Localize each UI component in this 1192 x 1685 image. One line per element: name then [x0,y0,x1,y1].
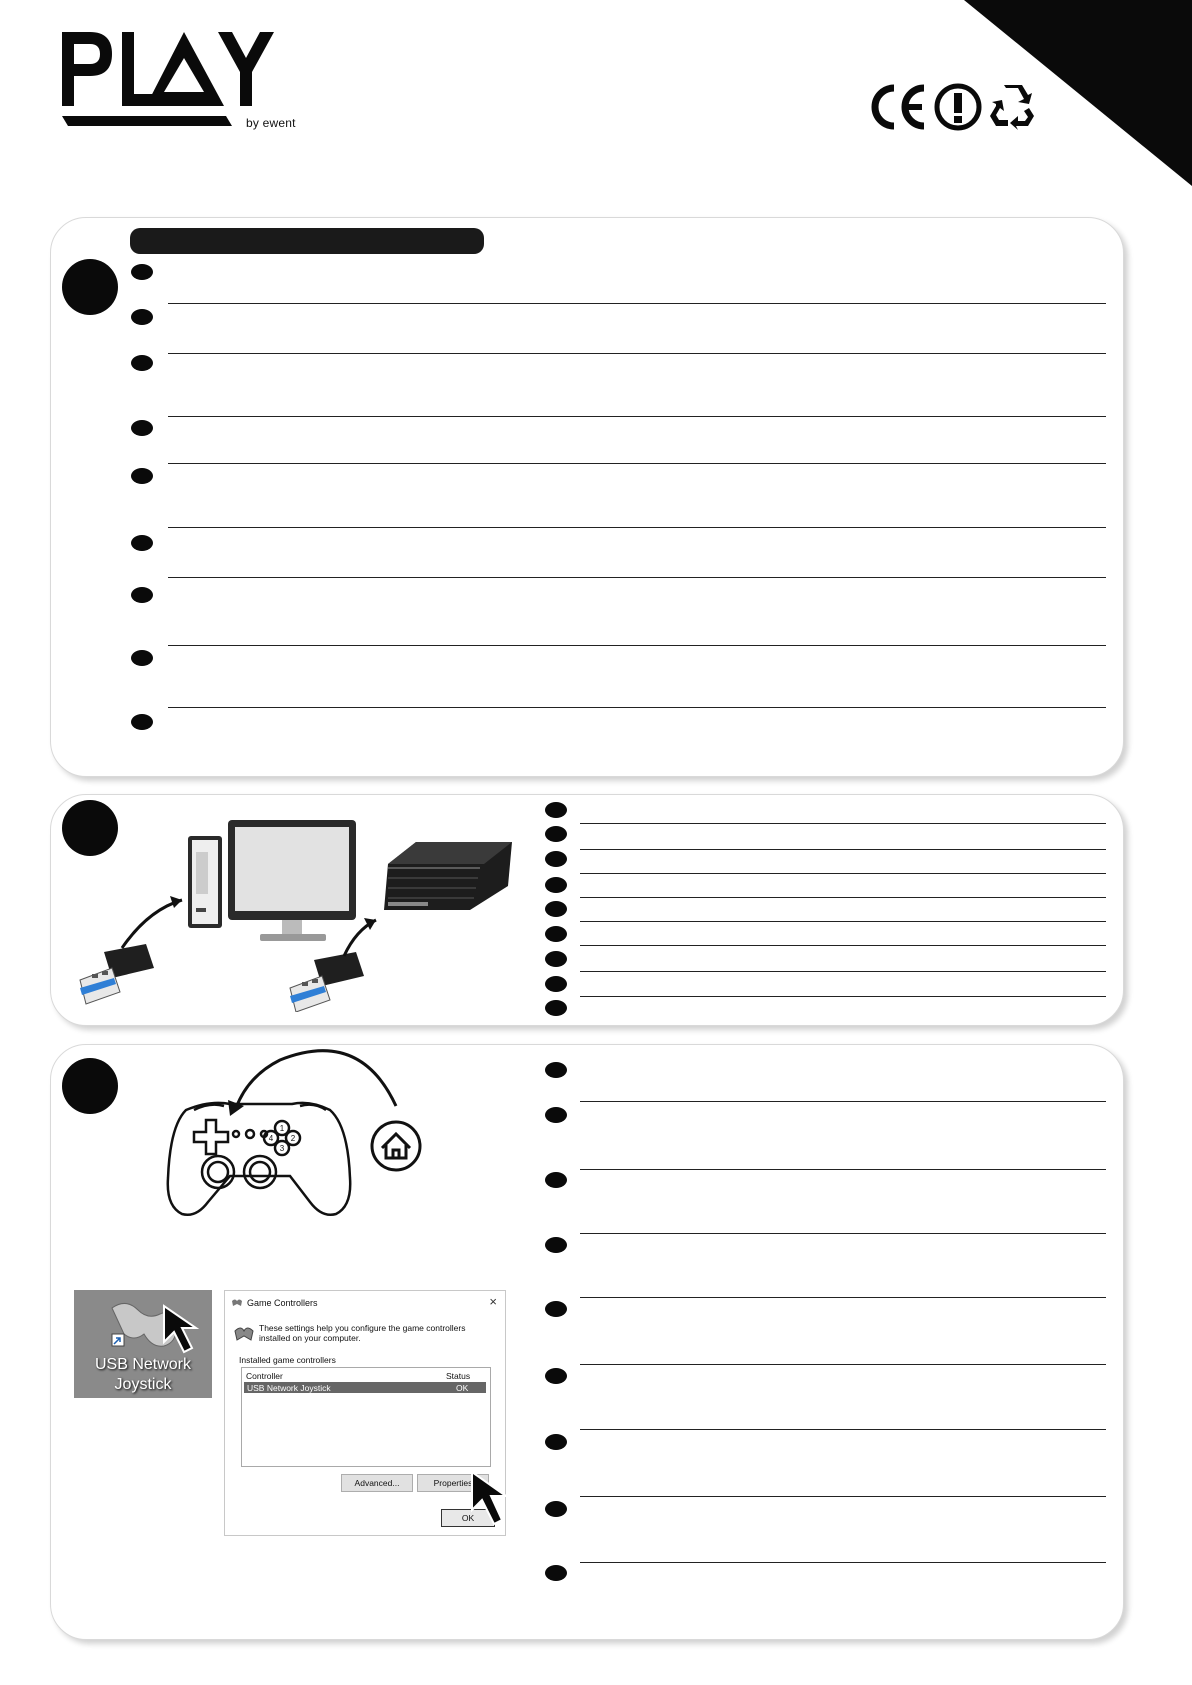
byline: by ewent [246,116,296,130]
section-3-item-bullet [545,1501,567,1517]
advanced-button[interactable]: Advanced... [341,1474,413,1492]
installed-controllers-label: Installed game controllers [239,1355,336,1365]
section-2-item-bullet [545,1000,567,1016]
section-1-title-bar [130,228,484,254]
section-3-item-bullet [545,1301,567,1317]
ok-button[interactable]: OK [441,1509,495,1527]
controllers-list[interactable] [241,1367,491,1467]
svg-text:3: 3 [279,1144,285,1153]
column-header-controller[interactable]: Controller [246,1371,283,1381]
game-console [384,842,512,910]
section-1-item-bullet [131,468,153,484]
section-2-separator [580,945,1106,946]
home-button-icon [372,1122,420,1170]
controller-status: OK [456,1383,469,1393]
mouse-cursor-icon [162,1304,204,1354]
controller-illustration [150,1046,450,1226]
game-controllers-dialog [224,1290,506,1536]
usb-network-joystick-desktop-icon[interactable] [74,1290,212,1398]
section-1-separator [168,645,1106,646]
section-3-separator [580,1496,1106,1497]
section-1-item-bullet [131,714,153,730]
desktop-icon-label-line-2: Joystick [114,1376,172,1393]
controller-row-selected[interactable] [244,1382,486,1393]
controller-name: USB Network Joystick [247,1383,331,1393]
usb-dongle-illustration [70,812,520,1012]
section-1-separator [168,416,1106,417]
usb-dongle-right [290,952,364,1012]
section-2-separator [580,897,1106,898]
usb-dongle-left [80,944,154,1004]
section-3-separator [580,1562,1106,1563]
section-3-item-bullet [545,1565,567,1581]
gamepad-dialog-icon [233,1325,255,1341]
section-2-item-bullet [545,802,567,818]
section-2-item-bullet [545,826,567,842]
section-1-item-bullet [131,587,153,603]
section-1-separator [168,463,1106,464]
section-3-item-bullet [545,1368,567,1384]
recycle-icon [988,82,1036,132]
column-header-status[interactable]: Status [446,1371,471,1381]
section-1-item-bullet [131,535,153,551]
svg-text:4: 4 [268,1134,274,1143]
section-2-item-bullet [545,877,567,893]
section-1-item-bullet [131,264,153,280]
gamepad [168,1103,350,1215]
section-2-item-bullet [545,851,567,867]
section-1-number-badge [62,259,118,315]
section-3-separator [580,1169,1106,1170]
section-3-number-badge [62,1058,118,1114]
section-3-separator [580,1101,1106,1102]
properties-button[interactable]: Properties [417,1474,489,1492]
section-2-separator [580,971,1106,972]
svg-text:1: 1 [279,1124,285,1133]
section-1-item-bullet [131,420,153,436]
section-2-separator [580,873,1106,874]
section-2-item-bullet [545,901,567,917]
section-3-separator [580,1233,1106,1234]
section-2-item-bullet [545,926,567,942]
section-3-separator [580,1429,1106,1430]
section-3-item-bullet [545,1434,567,1450]
desktop-icon-label-line-1: USB Network [94,1356,192,1373]
section-2-separator [580,921,1106,922]
warning-icon [934,82,982,132]
section-1-separator [168,303,1106,304]
gamepad-title-icon [231,1298,243,1307]
pc-tower [188,836,222,928]
section-1-separator [168,577,1106,578]
section-1-separator [168,527,1106,528]
section-1-separator [168,353,1106,354]
dialog-title: Game Controllers [247,1298,318,1308]
section-2-separator [580,996,1106,997]
section-3-item-bullet [545,1107,567,1123]
section-2-item-bullet [545,976,567,992]
section-3-separator [580,1364,1106,1365]
section-3-item-bullet [545,1172,567,1188]
section-1-item-bullet [131,650,153,666]
close-icon[interactable]: × [489,1294,497,1309]
section-3-item-bullet [545,1237,567,1253]
mouse-cursor-icon [470,1470,516,1526]
monitor [228,820,356,941]
section-3-separator [580,1297,1106,1298]
section-2-separator [580,823,1106,824]
svg-text:2: 2 [290,1134,296,1143]
ce-mark [868,82,928,132]
section-1-item-bullet [131,309,153,325]
section-2-item-bullet [545,951,567,967]
dialog-description: These settings help you configure the game controllers installed on your computer. [259,1323,466,1343]
section-1-item-bullet [131,355,153,371]
panel-section-1 [50,217,1124,777]
section-1-separator [168,707,1106,708]
section-2-separator [580,849,1106,850]
section-3-item-bullet [545,1062,567,1078]
